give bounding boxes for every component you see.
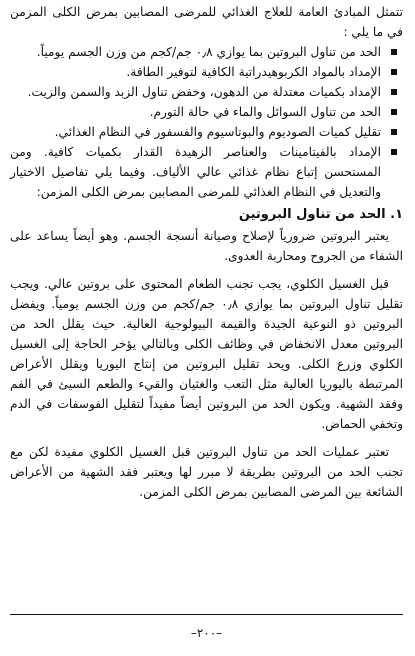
list-item: الإمداد بالمواد الكربوهيدراتية الكافية لتوفير الطاقة. <box>10 62 397 82</box>
body-paragraph: تعتبر عمليات الحد من تناول البروتين قبل الغسيل الكلوي مفيدة لكن مع تجنب الحد من البروتين بطريقة لا مبرر لها ويعتبر فقد الشهية من الأعراض الشائعة بين المرضى المصابين بمرض الكلى المزمن. <box>10 445 403 499</box>
body-paragraph: يعتبر البروتين ضرورياً لإصلاح وصيانة أنسجة الجسم. وهو أيضاً يساعد على الشفاء من الجروح ومحاربة العدوى. <box>10 229 403 263</box>
list-item: الحد من تناول البروتين بما يوازي ٠٫٨ جم/كجم من وزن الجسم يومياً. <box>10 42 397 62</box>
footer-divider <box>10 614 403 615</box>
document-page <box>10 2 403 652</box>
square-bullet-icon <box>391 69 397 75</box>
section-heading: ١. الحد من تناول البروتين <box>238 207 403 222</box>
page-number: –٢٠٠– <box>190 626 223 640</box>
square-bullet-icon <box>391 89 397 95</box>
list-item: تقليل كميات الصوديوم والبوتاسيوم والفسفور في النظام الغذائي. <box>10 122 397 142</box>
square-bullet-icon <box>391 149 397 155</box>
body-paragraph: قبل الغسيل الكلوي، يجب تجنب الطعام المحتوى على بروتين عالي. ويجب تقليل تناول البروتين بما يوازي ٠٫٨ جم/كجم من وزن الجسم يومياً. ويفضل البروتين ذو النوعية الجيدة والقيمة البيولوجية العالية. حيث يقلل الحد من البروتين معدل الانخفاض في وظائف الكلى وبالتالي يؤخر الحاجة إلى الغسيل الكلوي وزرع الكلى. ويحد تقليل البروتين من إنتاج اليوريا ويقلل الأعراض المرتبطة باليوريا العالية مثل التعب والغثيان والقيء والطعم السيئ في الفم وفقد الشهية. ويكون الحد من البروتين أيضاً مفيداً لتقليل الفوسفات في الدم وتخفي الحماض. <box>10 277 403 431</box>
square-bullet-icon <box>391 49 397 55</box>
list-item: الإمداد بكميات معتدلة من الدهون، وخفض تناول الزبد والسمن والزيت. <box>10 82 397 102</box>
list-item: الحد من تناول السوائل والماء في حالة التورم. <box>10 102 397 122</box>
principles-list <box>10 42 403 202</box>
intro-paragraph: تتمثل المبادئ العامة للعلاج الغذائي للمرضى المصابين بمرض الكلى المزمن في ما يلي : <box>10 5 403 39</box>
list-item: الإمداد بالفيتامينات والعناصر الزهيدة القدار بكميات كافية. ومن المستحسن إتباع نظام غذائي عالي الألياف. وفيما يلي تفاصيل الاختيار والتعديل في النظام الغذائي للمرضى المصابين بمرض الكلى المزمن: <box>10 142 397 202</box>
square-bullet-icon <box>391 129 397 135</box>
square-bullet-icon <box>391 109 397 115</box>
